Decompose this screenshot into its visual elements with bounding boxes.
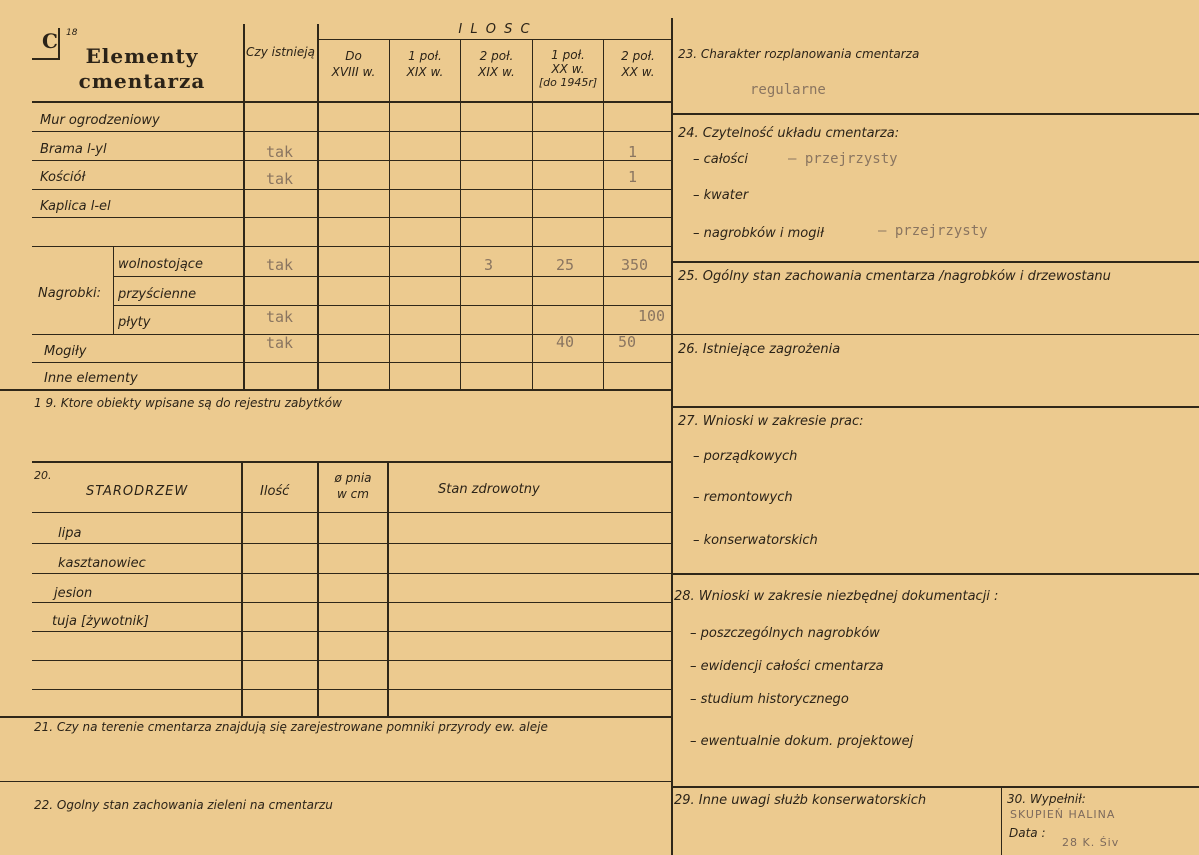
table-hline bbox=[32, 101, 672, 103]
table-hline bbox=[32, 689, 672, 690]
table-hline bbox=[32, 543, 672, 544]
q27-item: – remontowych bbox=[693, 490, 793, 505]
trees-col-health: Stan zdrowotny bbox=[438, 482, 540, 497]
row-label-plyty: płyty bbox=[118, 315, 151, 330]
table-hline bbox=[32, 512, 672, 513]
col-header-exist: Czy istnieją bbox=[246, 45, 315, 59]
tree-row-label: kasztanowiec bbox=[58, 556, 146, 571]
q28-item: – ewidencji całości cmentarza bbox=[690, 659, 884, 674]
q28-item: – poszczególnych nagrobków bbox=[690, 626, 880, 641]
table-hline bbox=[32, 217, 672, 218]
table-hline bbox=[0, 389, 672, 391]
table-hline bbox=[113, 276, 672, 277]
table-hline bbox=[0, 716, 672, 718]
row-label-kosciol: Kościół bbox=[40, 170, 86, 185]
value-mogily-xx1: 40 bbox=[556, 333, 575, 351]
center-divider bbox=[671, 18, 673, 855]
table-vline bbox=[532, 40, 533, 390]
table-vline bbox=[389, 40, 390, 390]
q27-item: – konserwatorskich bbox=[693, 533, 818, 548]
tree-row-label: lipa bbox=[58, 526, 82, 541]
table-vline bbox=[460, 40, 461, 390]
section-line bbox=[0, 781, 672, 782]
table-hline bbox=[32, 246, 672, 247]
col-header-xviii: Do XVIII w. bbox=[331, 49, 376, 79]
q24-nagrobkow: – nagrobków i mogił bbox=[693, 226, 824, 241]
table-vline bbox=[603, 40, 604, 390]
table-hline bbox=[32, 131, 672, 132]
section-vline bbox=[1001, 786, 1002, 855]
table-hline bbox=[32, 573, 672, 574]
value-plyty-exist: tak bbox=[266, 308, 294, 326]
table-vline bbox=[241, 462, 243, 717]
value-kosciol-xx2: 1 bbox=[628, 168, 638, 186]
value-wolno-xx1: 25 bbox=[556, 256, 575, 274]
section-line bbox=[672, 573, 1199, 575]
q23-label: 23. Charakter rozplanowania cmentarza bbox=[678, 47, 920, 61]
row-label-inne: Inne elementy bbox=[44, 371, 138, 386]
row-label-wolnostojace: wolnostojące bbox=[118, 257, 203, 272]
card-code: C bbox=[42, 29, 58, 53]
section-line bbox=[672, 786, 1199, 788]
row-label-przyscienne: przyścienne bbox=[118, 287, 197, 302]
trees-col-qty: Ilość bbox=[260, 484, 290, 499]
row-label-mur: Mur ogrodzeniowy bbox=[40, 113, 160, 128]
value-kosciol-exist: tak bbox=[266, 170, 294, 188]
col-header-xx1: 1 poł. XX w. [do 1945r] bbox=[538, 48, 598, 89]
table-hline bbox=[32, 602, 672, 603]
value-wolno-xix2: 3 bbox=[484, 256, 494, 274]
table-hline bbox=[32, 660, 672, 661]
table-hline bbox=[32, 461, 672, 463]
row-label-nagrobki: Nagrobki: bbox=[38, 286, 102, 301]
row-label-mogily: Mogiły bbox=[44, 344, 87, 359]
q30-date-label: Data : bbox=[1009, 826, 1046, 840]
section-line bbox=[672, 113, 1199, 115]
q23-answer: regularne bbox=[750, 82, 826, 98]
value-mogily-exist: tak bbox=[266, 334, 294, 352]
table-hline bbox=[32, 362, 672, 363]
q27-label: 27. Wnioski w zakresie prac: bbox=[678, 414, 864, 429]
q30-date: 28 K. Śiv bbox=[1062, 836, 1120, 849]
q30-name: SKUPIEŃ HALINA bbox=[1010, 808, 1116, 821]
value-brama-exist: tak bbox=[266, 143, 294, 161]
col-header-xix1: 1 poł. XIX w. bbox=[406, 49, 444, 79]
q28-item: – ewentualnie dokum. projektowej bbox=[690, 734, 914, 749]
q25-label: 25. Ogólny stan zachowania cmentarza /nagrobków i drzewostanu bbox=[678, 269, 1111, 284]
tree-row-label: jesion bbox=[54, 586, 93, 601]
q21-label: 21. Czy na terenie cmentarza znajdują się zarejestrowane pomniki przyrody ew. aleje bbox=[34, 720, 548, 734]
q26-label: 26. Istniejące zagrożenia bbox=[678, 342, 841, 357]
qty-header: I L O S C bbox=[458, 22, 532, 37]
q30-label: 30. Wypełnił: bbox=[1007, 792, 1086, 806]
q28-label: 28. Wnioski w zakresie niezbędnej dokumentacji : bbox=[674, 589, 999, 604]
card-title-line2: cmentarza bbox=[78, 69, 206, 93]
q24-kwater: – kwater bbox=[693, 188, 749, 203]
table-hline bbox=[317, 39, 672, 40]
value-wolno-exist: tak bbox=[266, 256, 294, 274]
value-plyty-xx2: 100 bbox=[638, 307, 666, 325]
q24-nagrobkow-answer: – przejrzysty bbox=[878, 223, 988, 239]
q22-label: 22. Ogolny stan zachowania zieleni na cmentarzu bbox=[34, 798, 333, 812]
section-line bbox=[672, 334, 1199, 335]
q27-item: – porządkowych bbox=[693, 449, 798, 464]
section-line bbox=[672, 406, 1199, 408]
card-code-box bbox=[32, 28, 60, 60]
section-line bbox=[672, 261, 1199, 263]
row-label-brama: Brama l-yl bbox=[40, 142, 107, 157]
value-wolno-xx2: 350 bbox=[621, 256, 649, 274]
trees-col-diam: ø pnia w cm bbox=[334, 471, 372, 501]
col-header-xix2: 2 poł. XIX w. bbox=[478, 49, 515, 79]
card-title-line1: Elementy bbox=[85, 44, 199, 68]
trees-col-name: STARODRZEW bbox=[86, 484, 189, 499]
q24-calosci-answer: – przejrzysty bbox=[788, 151, 898, 167]
table-vline bbox=[243, 24, 245, 390]
q20-num: 20. bbox=[34, 469, 52, 482]
tree-row-label: tuja [żywotnik] bbox=[52, 614, 149, 629]
table-hline bbox=[32, 631, 672, 632]
card-code-sub: 18 bbox=[66, 28, 78, 38]
table-vline bbox=[113, 247, 114, 335]
table-hline bbox=[32, 334, 672, 335]
row-label-kaplica: Kaplica l-el bbox=[40, 199, 111, 214]
table-hline bbox=[32, 189, 672, 190]
q29-label: 29. Inne uwagi służb konserwatorskich bbox=[674, 793, 927, 808]
table-hline bbox=[32, 160, 672, 161]
col-header-xx2: 2 poł. XX w. bbox=[621, 49, 655, 79]
q24-label: 24. Czytelność układu cmentarza: bbox=[678, 126, 900, 141]
q24-calosci: – całości bbox=[693, 152, 748, 167]
q19-label: 1 9. Ktore obiekty wpisane są do rejestru zabytków bbox=[34, 396, 342, 410]
value-mogily-xx2: 50 bbox=[618, 333, 637, 351]
q28-item: – studium historycznego bbox=[690, 692, 849, 707]
value-brama-xx2: 1 bbox=[628, 143, 638, 161]
table-hline bbox=[113, 305, 672, 306]
